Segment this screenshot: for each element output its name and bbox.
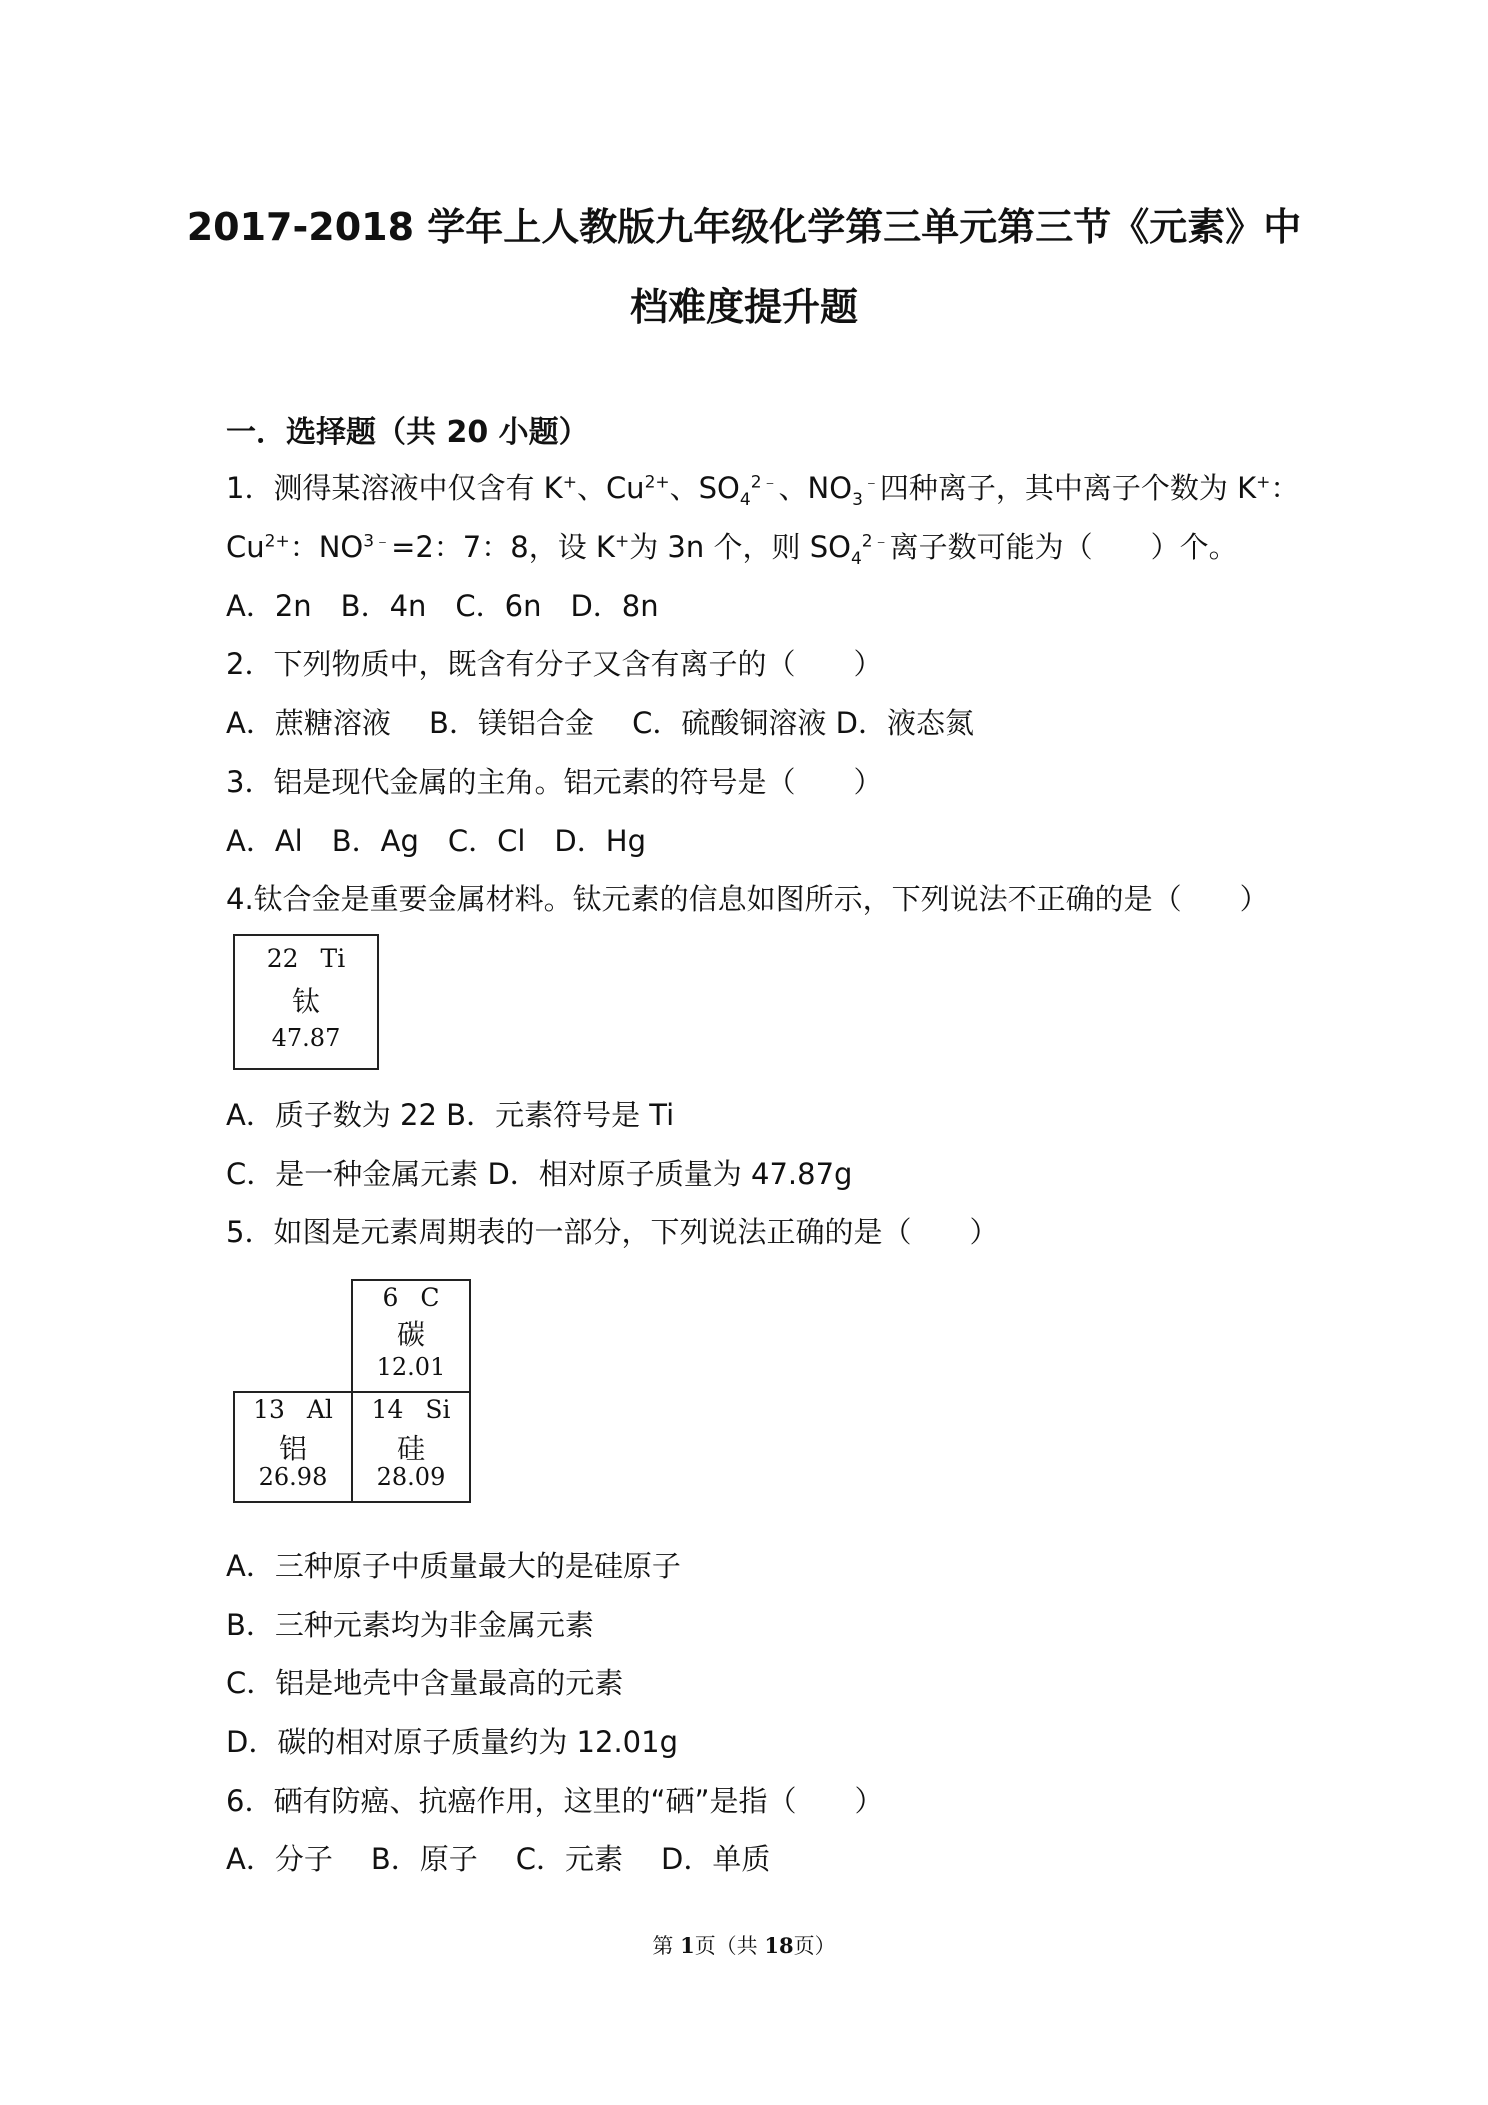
element-mass: 12.01 [376, 1353, 446, 1381]
element-number: 22 [266, 944, 299, 973]
q6-stem: 6．硒有防癌、抗癌作用，这里的“硒”是指（ ） [226, 1784, 884, 1818]
q2-options: A．蔗糖溶液 B．镁铝合金 C．硫酸铜溶液 D．液态氮 [226, 706, 974, 740]
document-title-line1: 2017-2018 学年上人教版九年级化学第三单元第三节《元素》中 [186, 205, 1302, 249]
q4-options-cd: C．是一种金属元素 D．相对原子质量为 47.87g [226, 1157, 853, 1191]
element-symbol: Ti [320, 944, 346, 973]
q2-stem: 2．下列物质中，既含有分子又含有离子的（ ） [226, 647, 883, 681]
page-footer: 第 1页（共 18页） [652, 1933, 836, 1958]
q1-stem-line2: $Cu^{2+}$：$NO^{3﹣}=2$：7：8，设 K+为 3n 个，则 $SO_4^{2﹣}$离子数可能为（ ）个。 [226, 530, 1238, 569]
element-mass: 47.87 [271, 1024, 341, 1052]
element-name: 硅 [396, 1432, 425, 1465]
element-name: 钛 [291, 985, 320, 1018]
q6-option-d: D．单质 [661, 1842, 771, 1876]
element-symbol: C [420, 1283, 440, 1312]
element-symbol: Si [425, 1395, 451, 1424]
q5-option-a: A．三种原子中质量最大的是硅原子 [226, 1549, 681, 1583]
element-number: 13 [253, 1395, 285, 1424]
q6-option-c: C．元素 [515, 1842, 623, 1876]
aluminum-element-card [233, 1391, 353, 1503]
silicon-element-card [351, 1391, 471, 1503]
q4-options-ab: A．质子数为 22 B．元素符号是 Ti [226, 1098, 675, 1132]
document-title-line2: 档难度提升题 [629, 285, 858, 329]
element-number: 6 [382, 1283, 399, 1312]
q6-option-a: A．分子 [226, 1842, 333, 1876]
element-mass: 28.09 [376, 1463, 446, 1491]
q5-option-d: D．碳的相对原子质量约为 12.01g [226, 1725, 678, 1759]
titanium-element-card [233, 934, 379, 1070]
element-name: 碳 [396, 1318, 425, 1351]
q5-option-c: C．铝是地壳中含量最高的元素 [226, 1666, 624, 1700]
q3-options: A．Al B．Ag C．Cl D．Hg [226, 824, 646, 858]
q5-option-b: B．三种元素均为非金属元素 [226, 1608, 594, 1642]
element-name: 铝 [278, 1432, 307, 1465]
section-heading: 一．选择题（共 20 小题） [226, 415, 589, 450]
q6-options [226, 1837, 770, 1878]
q1-options: A．2n B．4n C．6n D．8n [226, 589, 659, 623]
q6-option-b: B．原子 [370, 1842, 478, 1876]
q4-stem: 4.钛合金是重要金属材料。钛元素的信息如图所示，下列说法不正确的是（ ） [226, 882, 1269, 916]
page-total: 18 [764, 1933, 794, 1958]
element-mass: 26.98 [258, 1463, 328, 1491]
element-symbol: Al [306, 1395, 333, 1424]
q1-stem-line1: 1．测得某溶液中仅含有 K+、$Cu^{2+}$、$SO_4^{2﹣}$、$NO_3^﹣$四种离子，其中离子个数为 K+： [226, 471, 1300, 510]
q3-stem: 3．铝是现代金属的主角。铝元素的符号是（ ） [226, 765, 883, 799]
element-number: 14 [371, 1395, 404, 1424]
page-number: 1 [680, 1933, 695, 1958]
carbon-element-card [351, 1279, 471, 1393]
q5-stem: 5．如图是元素周期表的一部分，下列说法正确的是（ ） [226, 1215, 999, 1249]
